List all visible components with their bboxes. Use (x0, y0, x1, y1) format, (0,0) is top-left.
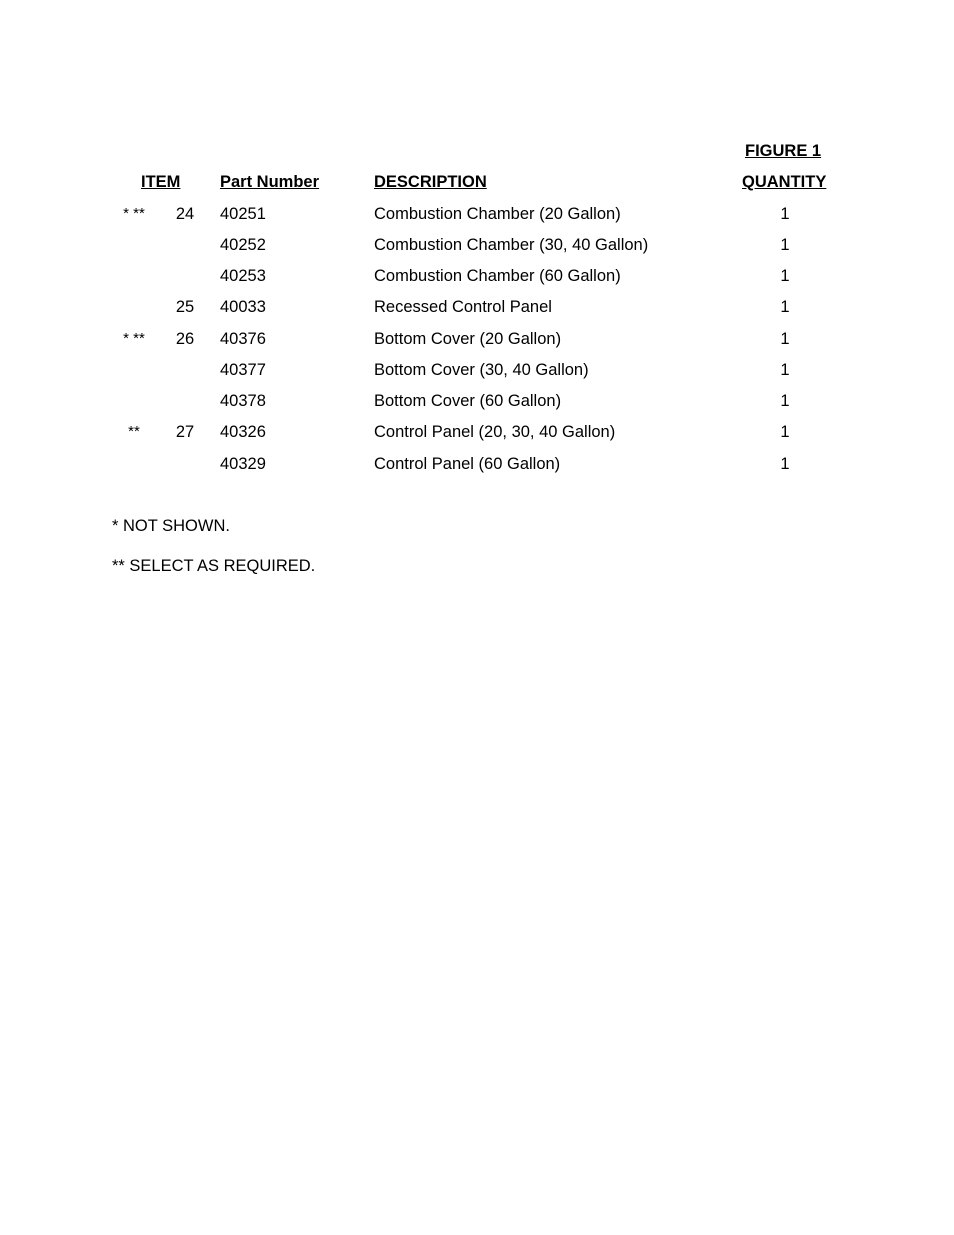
row-quantity: 1 (780, 361, 790, 379)
row-mark: * ** (123, 330, 145, 347)
row-part-number: 40378 (220, 392, 266, 410)
table-row (0, 423, 954, 447)
table-row (0, 298, 954, 322)
row-description: Combustion Chamber (60 Gallon) (374, 267, 621, 285)
row-part-number: 40252 (220, 236, 266, 254)
row-description: Combustion Chamber (30, 40 Gallon) (374, 236, 649, 254)
row-quantity: 1 (780, 455, 790, 473)
row-part-number: 40253 (220, 267, 266, 285)
row-description: Control Panel (20, 30, 40 Gallon) (374, 423, 616, 441)
header-quantity: QUANTITY (742, 173, 827, 191)
header-item: ITEM (141, 173, 181, 191)
table-row (0, 267, 954, 291)
table-row (0, 361, 954, 385)
row-quantity: 1 (780, 330, 790, 348)
row-quantity: 1 (780, 298, 790, 316)
row-description: Bottom Cover (30, 40 Gallon) (374, 361, 589, 379)
table-row (0, 236, 954, 260)
table-row (0, 392, 954, 416)
row-quantity: 1 (780, 236, 790, 254)
row-item: 26 (175, 330, 195, 348)
header-description: DESCRIPTION (374, 173, 487, 191)
row-part-number: 40033 (220, 298, 266, 316)
row-description: Combustion Chamber (20 Gallon) (374, 205, 621, 223)
row-quantity: 1 (780, 205, 790, 223)
row-item: 25 (175, 298, 195, 316)
row-mark: * ** (123, 205, 145, 222)
row-part-number: 40326 (220, 423, 266, 441)
row-quantity: 1 (780, 267, 790, 285)
table-row (0, 330, 954, 354)
row-description: Bottom Cover (60 Gallon) (374, 392, 562, 410)
figure-label: FIGURE 1 (745, 142, 822, 160)
row-part-number: 40376 (220, 330, 266, 348)
row-description: Recessed Control Panel (374, 298, 552, 316)
row-item: 27 (175, 423, 195, 441)
header-part-number: Part Number (220, 173, 320, 191)
row-part-number: 40377 (220, 361, 266, 379)
table-row (0, 455, 954, 479)
row-part-number: 40251 (220, 205, 266, 223)
table-row (0, 205, 954, 229)
row-part-number: 40329 (220, 455, 266, 473)
row-quantity: 1 (780, 392, 790, 410)
row-quantity: 1 (780, 423, 790, 441)
row-description: Control Panel (60 Gallon) (374, 455, 561, 473)
row-item: 24 (175, 205, 195, 223)
note-not-shown: * NOT SHOWN. (112, 517, 230, 535)
row-description: Bottom Cover (20 Gallon) (374, 330, 562, 348)
row-mark: ** (128, 423, 140, 440)
note-select-as-required: ** SELECT AS REQUIRED. (112, 557, 316, 575)
